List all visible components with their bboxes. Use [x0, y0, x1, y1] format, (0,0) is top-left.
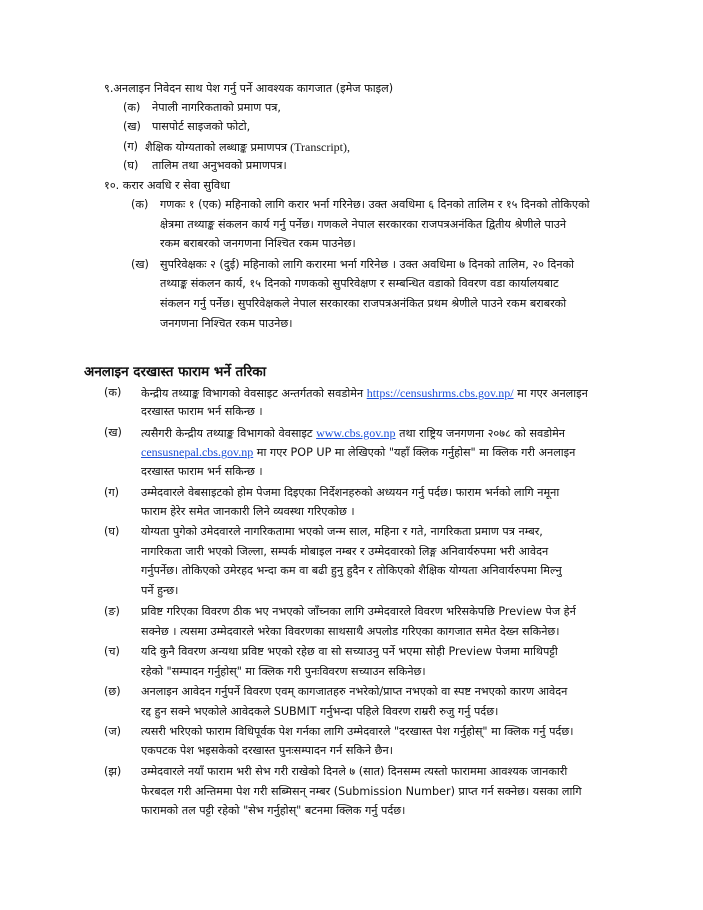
online-item-line: त्यसैगरी केन्द्रीय तथ्याङ्क विभागको वेवसाइट www.cbs.gov.np तथा राष्ट्रिय जनगणना २०७८ को सवडोमेन [141, 426, 566, 440]
online-item-line: योग्यता पुगेको उमेदवारले नागरिकतामा भएको जन्म साल, महिना र गते, नागरिकता प्रमाण पत्र नम्बर, [141, 525, 543, 538]
online-item-line: फाराम हेरेर समेत जानकारी लिने व्यवस्था गरिएकोछ । [141, 505, 355, 518]
s10-ka-line: रकम बराबरको जनगणना निश्चित रकम पाउनेछ। [160, 237, 356, 250]
online-item-marker: (ग) [104, 486, 120, 499]
online-item-marker: (क) [104, 386, 122, 399]
online-item-line: गर्नुपर्नेछ। तोकिएको उमेरहद भन्दा कम वा बढी हुनु हुदैन र तोकिएको शैक्षिक योग्यता अनिवार्यरुपमा मिल्नु [141, 564, 562, 577]
s10-kha-line: तथ्याङ्क संकलन कार्य, १५ दिनको गणकको सुपरिवेक्षण र सम्बन्धित वडाको विवरण वडा कार्यालयबाट [160, 277, 559, 290]
online-item-line: रद्द हुन सक्ने भएकोले आवेदकले SUBMIT गर्नुभन्दा पहिले विवरण राम्ररी रुजु गर्नु पर्दछ। [141, 705, 499, 718]
online-item-line: केन्द्रीय तथ्याङ्क विभागको वेवसाइट अन्तर्गतको सवडोमेन https://censushrms.cbs.gov.np/ मा गएर अनलाइन [141, 386, 588, 400]
s10-kha-line: सुपरिवेक्षकः २ (दुई) महिनाको लागि करारमा भर्ना गरिनेछ । उक्त अवधिमा ७ दिनको तालिम, २० दिनको [160, 258, 575, 271]
online-item-marker: (छ) [104, 685, 121, 698]
s9-item-gha-text: तालिम तथा अनुभवको प्रमाणपत्र। [152, 159, 287, 172]
s10-item-ka-marker: (क) [131, 198, 149, 211]
censusnepal-link[interactable]: censusnepal.cbs.gov.np [141, 445, 254, 459]
online-item-line: censusnepal.cbs.gov.np मा गएर POP UP मा लेखिएको "यहाँ क्लिक गर्नुहोस" मा क्लिक गरी अनलाइन [141, 445, 576, 459]
cbs-website-link[interactable]: www.cbs.gov.np [316, 426, 396, 440]
section-10-title: १०. करार अवधि र सेवा सुविधा [104, 179, 230, 192]
online-item-marker: (झ) [104, 765, 122, 778]
s10-kha-line: संकलन गर्नु पर्नेछ। सुपरिवेक्षकले नेपाल सरकारका राजपत्रअनंकित प्रथम श्रेणीले पाउने रकम बराबरको [160, 297, 567, 310]
online-item-line: नागरिकता जारी भएको जिल्ला, सम्पर्क मोबाइल नम्बर र उम्मेदवारको लिङ्ग अनिवार्यरुपमा भरी आवेदन [141, 545, 549, 558]
s10-ka-line: गणकः १ (एक) महिनाको लागि करार भर्ना गरिनेछ। उक्त अवधिमा ६ दिनको तालिम र १५ दिनको तोकिएको [160, 198, 590, 211]
online-item-line: प्रविष्ट गरिएका विवरण ठीक भए नभएको जाँच्नका लागि उम्मेदवारले विवरण भरिसकेपछि Preview पेज हेर्न [141, 605, 576, 618]
online-form-heading: अनलाइन दरखास्त फाराम भर्ने तरिका [84, 364, 267, 380]
online-item-marker: (ङ) [104, 605, 120, 618]
online-item-line: एकपटक पेश भइसकेको दरखास्त पुनःसम्पादन गर्न सकिने छैन। [141, 744, 393, 757]
s9-item-kha-marker: (ख) [123, 120, 141, 133]
online-item-line: यदि कुनै विवरण अन्यथा प्रविष्ट भएको रहेछ वा सो सच्याउनु पर्ने भएमा सोही Preview पेजमा माथिपट्टी [141, 645, 558, 658]
s10-item-kha-marker: (ख) [131, 258, 149, 271]
online-item-line: उम्मेदवारले वेबसाइटको होम पेजमा दिइएका निर्देशनहरुको अध्ययन गर्नु पर्दछ। फाराम भर्नको लागि नमूना [141, 486, 560, 499]
s10-ka-line: क्षेत्रमा तथ्याङ्क संकलन कार्य गर्नु पर्नेछ। गणकले नेपाल सरकारका राजपत्रअनंकित द्वितीय श्रेणीले पाउने [160, 218, 567, 231]
section-9-title: ९.अनलाइन निवेदन साथ पेश गर्नु पर्ने आवश्यक कागजात (इमेज फाइल) [104, 82, 394, 95]
s9-item-ga-marker: (ग) [123, 140, 139, 153]
s9-item-ka-marker: (क) [123, 101, 141, 114]
online-item-line: अनलाइन आवेदन गर्नुपर्ने विवरण एवम् कागजातहरु नभरेको/प्राप्त नभएको वा स्पष्ट नभएको कारण आवेदन [141, 685, 568, 698]
online-item-marker: (च) [104, 645, 120, 658]
online-item-line: सक्नेछ । त्यसमा उम्मेदवारले भरेका विवरणका साथसाथै अपलोड गरिएका कागजात समेत देख्न सकिनेछ। [141, 625, 560, 638]
online-item-line: फारामको तल पट्टी रहेको "सेभ गर्नुहोस्" बटनमा क्लिक गर्नु पर्दछ। [141, 804, 406, 817]
online-item-marker: (घ) [104, 525, 120, 538]
censushrms-link[interactable]: https://censushrms.cbs.gov.np/ [366, 386, 514, 400]
s10-kha-line: जनगणना निश्चित रकम पाउनेछ। [160, 317, 293, 330]
s9-item-ka-text: नेपाली नागरिकताको प्रमाण पत्र, [152, 101, 281, 114]
online-item-line: फेरबदल गरी अन्तिममा पेश गरी सब्मिसन् नम्बर (Submission Number) प्राप्त गर्न सक्नेछ। यसका लागि [141, 785, 582, 798]
online-item-line: रहेको "सम्पादन गर्नुहोस्" मा क्लिक गरी पुनःविवरण सच्याउन सकिनेछ। [141, 665, 426, 678]
online-item-line: त्यसरी भरिएको फाराम विधिपूर्वक पेश गर्नका लागि उम्मेदवारले "दरखास्त पेश गर्नुहोस्" मा क्लिक गर्नु पर्दछ। [141, 725, 574, 738]
online-item-marker: (ज) [104, 725, 122, 738]
s9-item-gha-marker: (घ) [123, 159, 139, 172]
online-item-line: उम्मेदवारले नयाँ फाराम भरी सेभ गरी राखेको दिनले ७ (सात) दिनसम्म त्यस्तो फाराममा आवश्यक जानकारी [141, 765, 568, 778]
online-item-marker: (ख) [104, 426, 122, 439]
s9-item-kha-text: पासपोर्ट साइजको फोटो, [152, 120, 251, 133]
online-item-line: पर्ने हुन्छ। [141, 584, 179, 597]
s9-item-ga-text: शैक्षिक योग्यताको लब्धाङ्क प्रमाणपत्र (Transcript), [145, 140, 350, 154]
online-item-line: दरखास्त फाराम भर्न सकिन्छ । [141, 465, 263, 478]
online-item-line: दरखास्त फाराम भर्न सकिन्छ । [141, 405, 263, 418]
